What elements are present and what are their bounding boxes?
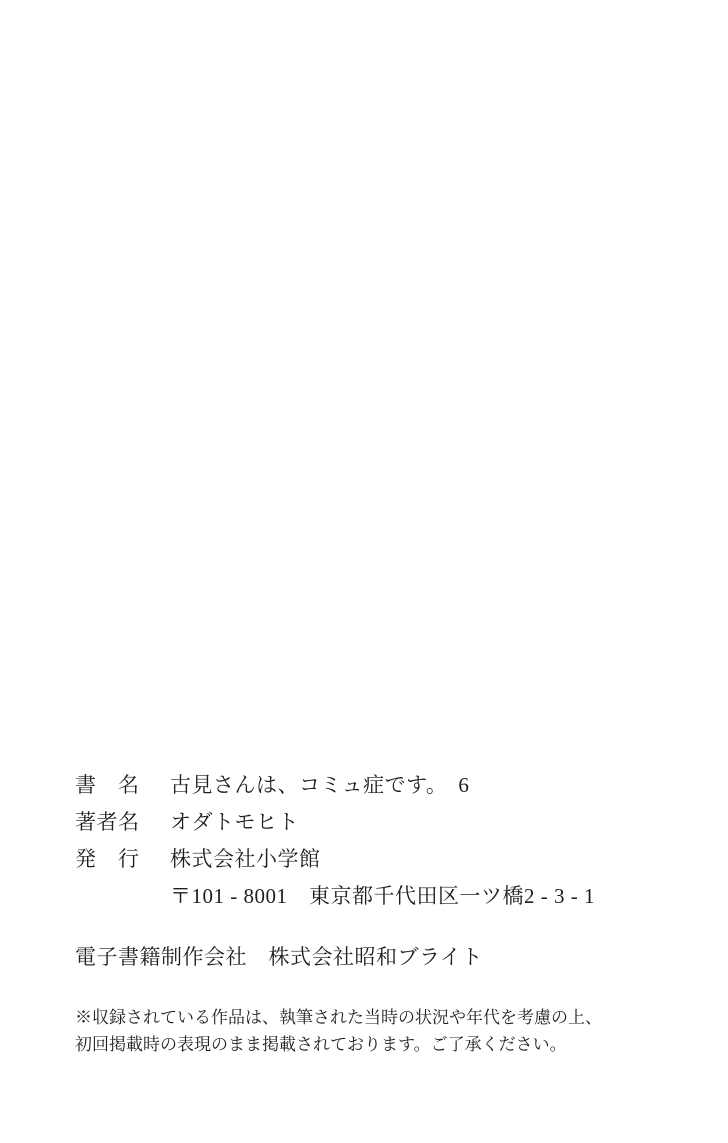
author-row xyxy=(75,804,595,841)
author-value: オダトモヒト xyxy=(170,810,299,834)
publisher-value: 株式会社小学館 xyxy=(170,847,321,871)
publisher-address-row xyxy=(75,878,595,915)
book-title-value: 古見さんは、コミュ症です。 6 xyxy=(170,773,470,797)
book-title-label: 書 名 xyxy=(75,773,140,797)
colophon-block xyxy=(75,767,595,976)
author-label: 著者名 xyxy=(75,810,140,834)
notice-line-1: ※収録されている作品は、執筆された当時の状況や年代を考慮の上、 xyxy=(75,1008,602,1027)
publisher-address-value: 〒101 - 8001 東京都千代田区一ツ橋2 - 3 - 1 xyxy=(170,884,595,908)
notice-line-2: 初回掲載時の表現のまま掲載されております。ご了承ください。 xyxy=(75,1035,567,1054)
book-title-row xyxy=(75,767,595,804)
ebook-producer-line: 電子書籍制作会社 株式会社昭和ブライト xyxy=(75,945,483,969)
publisher-row xyxy=(75,841,595,878)
notice-block xyxy=(75,1004,602,1058)
publisher-label: 発 行 xyxy=(75,847,140,871)
